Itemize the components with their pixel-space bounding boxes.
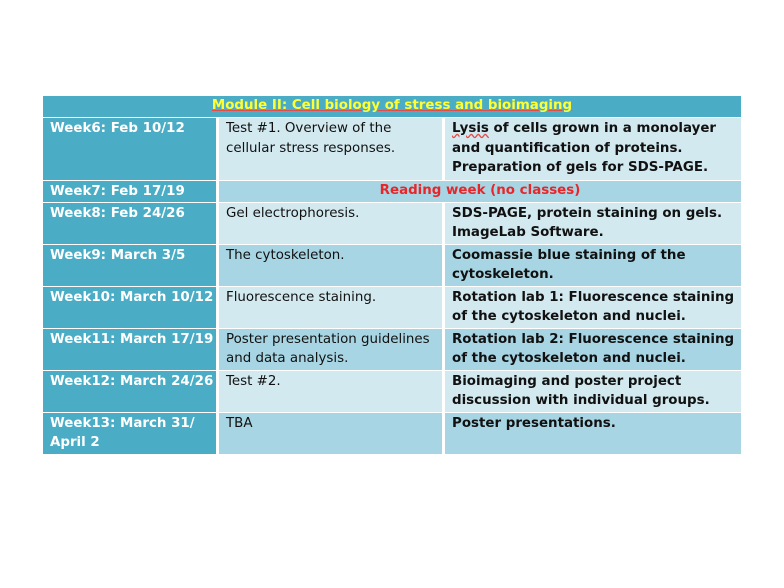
lecture-cell: TBA — [219, 413, 445, 455]
week-cell: Week12: March 24/26 — [43, 371, 219, 413]
lab-cell: Bioimaging and poster project discussion with individual groups. — [445, 371, 741, 413]
reading-week-cell: Reading week (no classes) — [219, 181, 741, 203]
module-title: Module II: Cell biology of stress and bioimaging — [43, 96, 741, 118]
lab-cell: Rotation lab 2: Fluorescence staining of the cytoskeleton and nuclei. — [445, 329, 741, 371]
week-cell: Week11: March 17/19 — [43, 329, 219, 371]
table-row — [43, 118, 741, 181]
table-row — [43, 287, 741, 329]
lab-cell: Poster presentations. — [445, 413, 741, 455]
schedule-table — [43, 96, 741, 455]
table-row — [43, 181, 741, 203]
lab-text: of cells grown in a monolayer and quantification of proteins. Preparation of gels for SDS-PAGE. — [452, 121, 717, 175]
lecture-cell: Gel electrophoresis. — [219, 203, 445, 245]
table-row — [43, 371, 741, 413]
lab-cell: SDS-PAGE, protein staining on gels. ImageLab Software. — [445, 203, 741, 245]
table-row — [43, 413, 741, 455]
table-row — [43, 203, 741, 245]
lecture-cell: Test #2. — [219, 371, 445, 413]
table-title-row — [43, 96, 741, 118]
table-row — [43, 245, 741, 287]
lab-cell — [445, 118, 741, 181]
week-cell: Week13: March 31/ April 2 — [43, 413, 219, 455]
lecture-cell: Test #1. Overview of the cellular stress responses. — [219, 118, 445, 181]
lecture-cell: The cytoskeleton. — [219, 245, 445, 287]
week-cell: Week7: Feb 17/19 — [43, 181, 219, 203]
lab-cell: Rotation lab 1: Fluorescence staining of the cytoskeleton and nuclei. — [445, 287, 741, 329]
week-cell: Week6: Feb 10/12 — [43, 118, 219, 181]
week-cell: Week9: March 3/5 — [43, 245, 219, 287]
lysis-word: Lysis — [452, 121, 489, 136]
lecture-cell: Poster presentation guidelines and data analysis. — [219, 329, 445, 371]
week-cell: Week8: Feb 24/26 — [43, 203, 219, 245]
lab-cell: Coomassie blue staining of the cytoskeleton. — [445, 245, 741, 287]
lecture-cell: Fluorescence staining. — [219, 287, 445, 329]
week-cell: Week10: March 10/12 — [43, 287, 219, 329]
table-row — [43, 329, 741, 371]
